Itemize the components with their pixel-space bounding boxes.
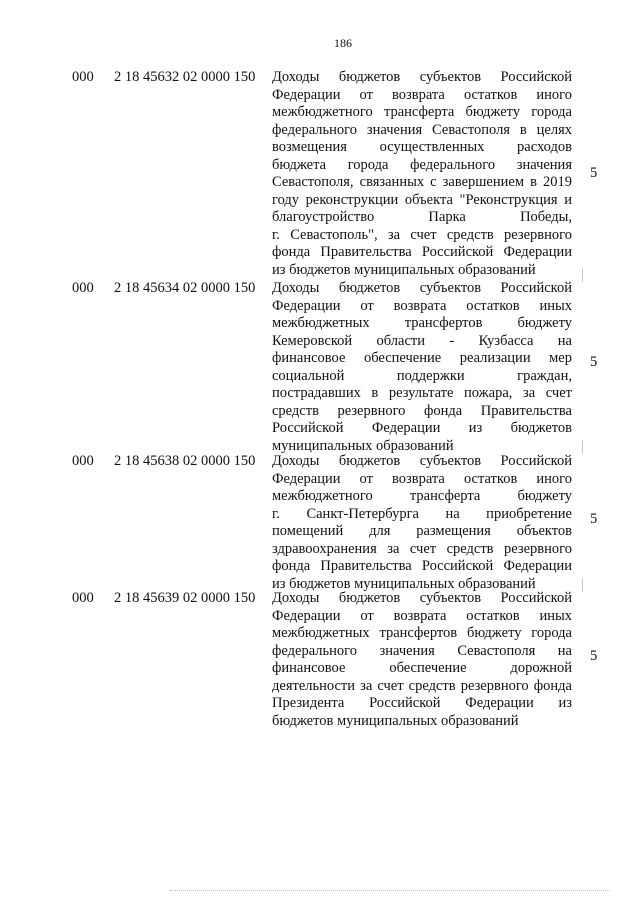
income-description <box>272 453 572 593</box>
description-line: финансовое обеспечение реализации мер <box>272 350 572 366</box>
description-line: бюджета города федерального значения <box>272 156 572 173</box>
value-cell: 5 <box>590 165 598 181</box>
description-line: Федерации от возврата остатков иного <box>272 86 572 103</box>
admin-code: 000 <box>72 69 94 85</box>
scan-bottom-line <box>170 890 610 891</box>
description-line: федерального значения Севастополя на <box>272 642 572 659</box>
scan-edge-mark <box>582 440 583 454</box>
description-line: Доходы бюджетов субъектов Российской <box>272 280 572 296</box>
description-line: Севастополя, связанных с завершением в 2019 <box>272 174 572 190</box>
description-line: помещений для размещения объектов <box>272 523 572 539</box>
description-line: Доходы бюджетов субъектов Российской <box>272 453 572 469</box>
scan-edge-mark <box>582 578 583 592</box>
value-cell: 5 <box>590 354 598 370</box>
description-line: межбюджетных трансфертов бюджету <box>272 315 572 331</box>
description-line: Доходы бюджетов субъектов Российской <box>272 590 572 606</box>
description-line: бюджетов муниципальных образований <box>272 712 519 729</box>
description-line: фонда Правительства Российской Федерации <box>272 558 572 574</box>
value-cell: 5 <box>590 511 598 527</box>
budget-classification-code: 2 18 45632 02 0000 150 <box>114 69 256 85</box>
description-line: деятельности за счет средств резервного фонда <box>272 677 572 694</box>
description-line: Кемеровской области - Кузбасса на <box>272 332 572 349</box>
description-line: из бюджетов муниципальных образований <box>272 575 536 592</box>
description-line: возмещения осуществленных расходов <box>272 139 572 155</box>
income-description <box>272 69 572 279</box>
admin-code: 000 <box>72 453 94 469</box>
description-line: г. Севастополь", за счет средств резервного <box>272 226 572 243</box>
description-line: здравоохранения за счет средств резервного <box>272 540 572 557</box>
income-description <box>272 280 572 455</box>
budget-classification-code: 2 18 45634 02 0000 150 <box>114 280 256 296</box>
description-line: Федерации от возврата остатков иных <box>272 607 572 624</box>
description-line: финансовое обеспечение дорожной <box>272 660 572 676</box>
description-line: муниципальных образований <box>272 437 454 454</box>
description-line: Президента Российской Федерации из <box>272 695 572 711</box>
description-line: Федерации от возврата остатков иного <box>272 470 572 487</box>
description-line: Российской Федерации из бюджетов <box>272 420 572 436</box>
description-line: фонда Правительства Российской Федерации <box>272 244 572 260</box>
description-line: Федерации от возврата остатков иных <box>272 297 572 314</box>
budget-classification-code: 2 18 45638 02 0000 150 <box>114 453 256 469</box>
description-line: из бюджетов муниципальных образований <box>272 261 536 278</box>
income-description <box>272 590 572 730</box>
admin-code: 000 <box>72 590 94 606</box>
description-line: межбюджетного трансферта бюджету города <box>272 104 572 120</box>
description-line: межбюджетного трансферта бюджету <box>272 488 572 504</box>
value-cell: 5 <box>590 648 598 664</box>
description-line: средств резервного фонда Правительства <box>272 402 572 419</box>
budget-classification-code: 2 18 45639 02 0000 150 <box>114 590 256 606</box>
scan-edge-mark <box>582 268 583 282</box>
description-line: федерального значения Севастополя в целях <box>272 121 572 138</box>
description-line: межбюджетных трансфертов бюджету города <box>272 625 572 641</box>
description-line: Доходы бюджетов субъектов Российской <box>272 69 572 85</box>
description-line: г. Санкт-Петербурга на приобретение <box>272 505 572 522</box>
description-line: пострадавших в результате пожара, за счет <box>272 385 572 401</box>
description-line: году реконструкции объекта "Реконструкция и <box>272 191 572 208</box>
page-number: 186 <box>334 36 352 50</box>
description-line: благоустройство Парка Победы, <box>272 209 572 225</box>
description-line: социальной поддержки граждан, <box>272 367 572 384</box>
admin-code: 000 <box>72 280 94 296</box>
